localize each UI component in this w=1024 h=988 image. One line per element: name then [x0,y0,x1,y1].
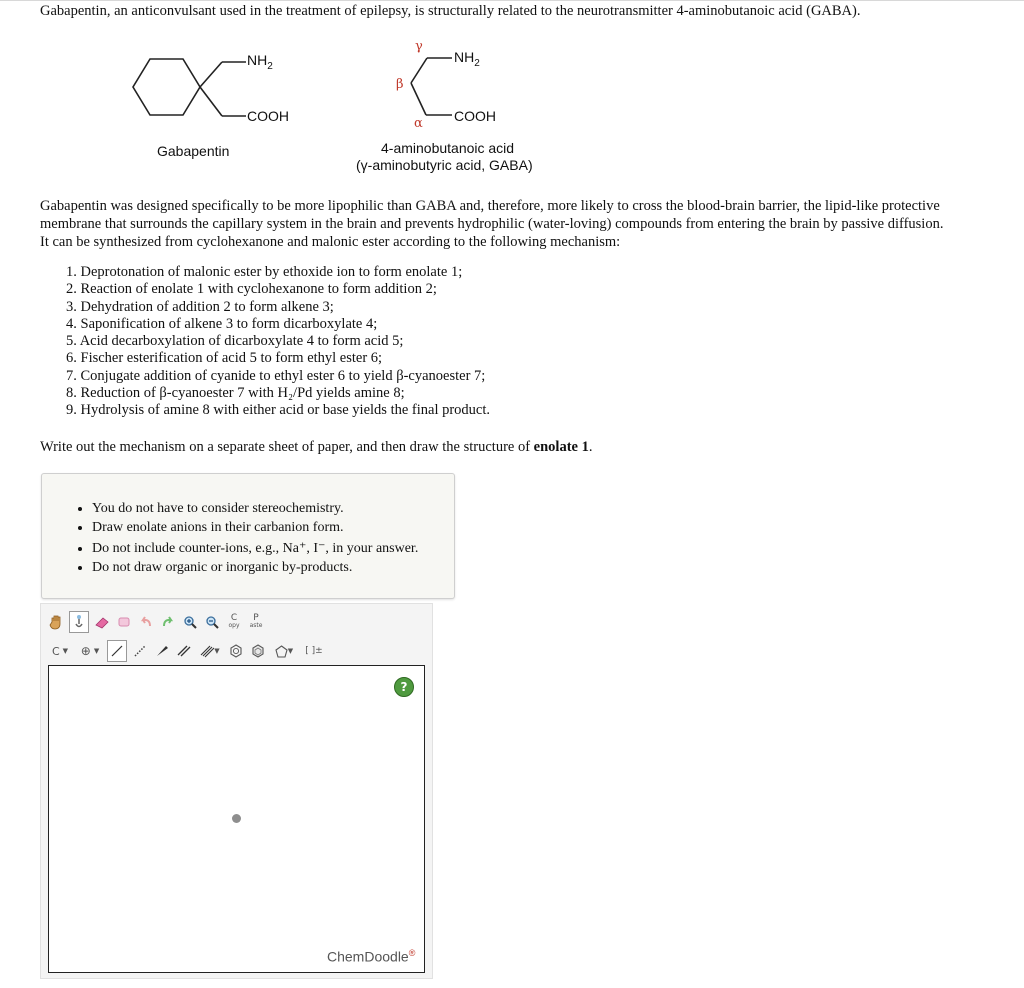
step-item: 8. Reduction of β-cyanoester 7 with H₂/Pd yields amine 8; [66,385,405,402]
step-item: 6. Fischer esterification of acid 5 to form ethyl ester 6; [66,350,383,367]
gaba-cooh-label: COOH [454,108,496,124]
copy-button[interactable]: C opy [228,613,240,629]
zoom-out-icon[interactable] [203,612,221,632]
step-item: 4. Saponification of alkene 3 to form dicarboxylate 4; [66,315,378,332]
single-bond-icon[interactable] [107,640,127,662]
redo-icon[interactable] [159,612,177,632]
help-button[interactable]: ? [394,677,414,697]
chemdoodle-editor [40,603,433,979]
paragraph-line: Gabapentin was designed specifically to be more lipophilic than GABA and, therefore, more likely to cross the blood-brain barrier, the lipid-like protective [40,198,940,214]
question-target: enolate 1 [533,439,589,455]
step-item: 1. Deprotonation of malonic ester by ethoxide ion to form enolate 1; [66,264,463,280]
step-item: 2. Reaction of enolate 1 with cyclohexanone to form addition 2; [66,281,437,298]
triple-bond-dropdown[interactable]: ▼ [197,641,223,661]
step-item: 9. Hydrolysis of amine 8 with either acid or base yields the final product. [66,402,491,419]
ring-dropdown[interactable]: ▼ [271,641,297,661]
drawing-canvas[interactable] [48,665,425,973]
gaba-bond-alpha [411,83,426,115]
gabapentin-name: Gabapentin [157,143,230,159]
alpha-label: α [414,116,423,131]
chemdoodle-logo: ChemDoodle® [327,948,416,965]
hint-item: • You do not have to consider stereochemistry. [92,500,418,519]
intro-text: Gabapentin, an anticonvulsant used in the treatment of epilepsy, is structurally related to the neurotransmitter 4-aminobutanoic acid (GABA). [40,3,861,19]
gabapentin-nh2-label: $NH_2$ [247,52,273,72]
hint-item: • Draw enolate anions in their carbanion form. [92,519,418,538]
mechanism-steps [66,264,490,420]
gaba-bond-beta [411,58,427,83]
beta-label: β [396,77,404,92]
step-item: 3. Dehydration of addition 2 to form alkene 3; [66,298,334,315]
wedge-bond-icon[interactable] [153,641,171,661]
gabapentin-cooh-label: COOH [247,108,289,124]
benzene-icon[interactable] [227,641,245,661]
description-paragraph [40,197,1000,251]
bracket-button[interactable]: [ ]± [305,646,323,656]
eraser-icon[interactable] [93,612,111,632]
charge-dropdown[interactable]: ⊕ ▼ [80,644,100,658]
hints-list [92,500,418,577]
gaba-name: 4-aminobutanoic acid [381,140,515,156]
hints-box [41,473,455,599]
hint-item: • Do not include counter-ions, e.g., Na⁺, I⁻, in your answer. [92,540,418,559]
undo-icon[interactable] [137,612,155,632]
paragraph-line: It can be synthesized from cyclohexanone and malonic ester according to the following mechanism: [40,234,621,250]
canvas-dot [232,814,241,823]
gabapentin-bond-3 [200,87,222,116]
step-item: 7. Conjugate addition of cyanide to ethyl ester 6 to yield β-cyanoester 7; [66,367,486,384]
zoom-in-icon[interactable] [181,612,199,632]
hand-icon[interactable] [47,612,65,632]
gaba-nh2-label: $NH_2$ [454,49,480,69]
double-bond-icon[interactable] [175,641,193,661]
step-item: 5. Acid decarboxylation of dicarboxylate 4 to form acid 5; [66,333,404,350]
paragraph-line: membrane that surrounds the capillary system in the brain and prevents hydrophilic (water-loving) compounds from entering the brain by passive diffusion. [40,216,944,232]
toolbar-row-1 [47,611,265,633]
lasso-icon[interactable] [69,611,89,633]
element-dropdown[interactable]: C ▼ [51,644,69,658]
toolbar-row-2 [47,640,327,662]
gabapentin-bond-1 [200,62,222,87]
cyclohexane-icon[interactable] [249,641,267,661]
question-text: Write out the mechanism on a separate sheet of paper, and then draw the structure of enolate 1. [40,439,593,455]
gaba-alt-name: (γ-aminobutyric acid, GABA) [356,157,533,173]
cyclohexane-ring [133,59,200,115]
dashed-bond-icon[interactable] [131,641,149,661]
hint-item: • Do not draw organic or inorganic by-products. [92,559,418,578]
gamma-label: γ [415,39,423,54]
paste-button[interactable]: P aste [249,613,263,629]
clear-icon[interactable] [115,612,133,632]
